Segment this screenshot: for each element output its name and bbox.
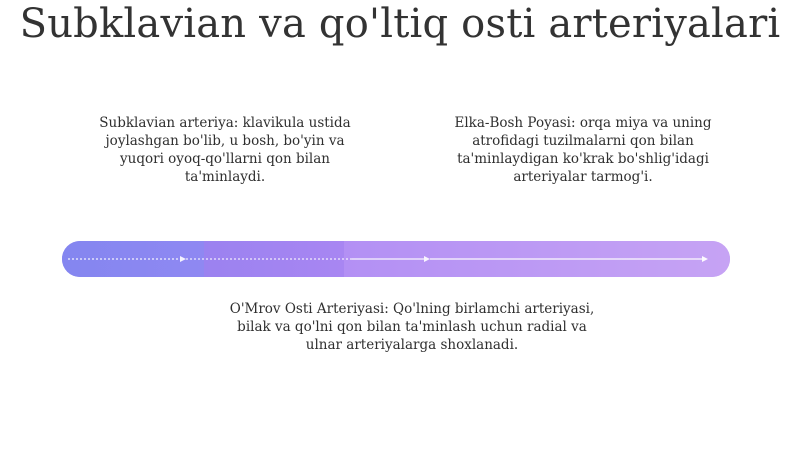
arrow-head-icon: [702, 256, 708, 262]
node-subklavian-description: Subklavian arteriya: klavikula ustida joylashgan bo'lib, u bosh, bo'yin va yuqori oyoq-qo'llarni qon bilan ta'minlaydi.: [99, 115, 351, 185]
node-elka-bosh-description: Elka-Bosh Poyasi: orqa miya va uning atrofidagi tuzilmalarni qon bilan ta'minlaydigan ko'krak bo'shlig'idagi arteriyalar tarmog'i.: [454, 115, 712, 185]
timeline-track: [62, 241, 730, 277]
arrow-head-icon: [424, 256, 430, 262]
node-omrov-osti-description: O'Mrov Osti Arteriyasi: Qo'lning birlamchi arteriyasi, bilak va qo'lni qon bilan ta'minlash uchun radial va ulnar arteriyalarga shoxlanadi.: [229, 301, 595, 353]
arrow-head-icon: [180, 256, 186, 262]
diagram-title: Subklavian va qo'ltiq osti arteriyalari: [19, 1, 781, 47]
timeline-arrows: [62, 241, 730, 277]
